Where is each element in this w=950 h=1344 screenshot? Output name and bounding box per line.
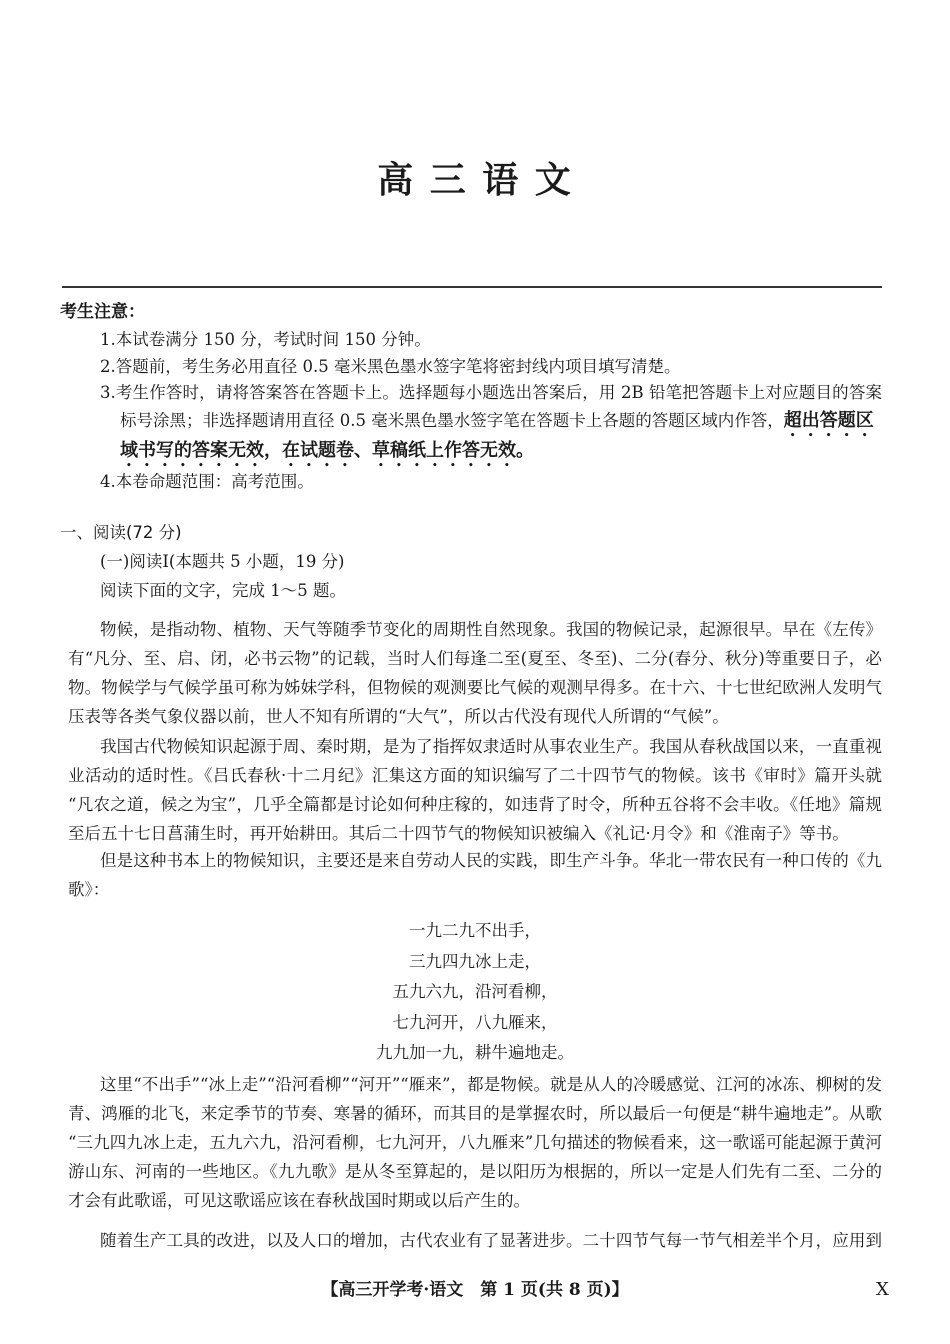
paragraph-5-line: 随着生产工具的改进，以及人口的增加，古代农业有了显著进步。二十四节气每一节气相差半个月，应用到 [100,1231,882,1250]
paragraph-3-line: 但是这种书本上的物候知识，主要还是来自劳动人民的实践，即生产斗争。华北一带农民有一种口传的《九 [100,851,882,870]
poem-line: 五九六九，沿河看柳， [392,982,558,1001]
notice-item-2: 2.答题前，考生务必用直径 0.5 毫米黑色墨水签字笔将密封线内项目填写清楚。 [100,357,681,376]
poem-line: 一九二九不出手， [409,921,541,940]
paragraph-1-line: 物候，是指动物、植物、天气等随季节变化的周期性自然现象。我国的物候记录，起源很早。早在《左传》 [100,620,882,639]
paragraph-2-line: 至后五十七日菖蒲生时，再开始耕田。其后二十四节气的物候知识被编入《礼记·月令》和《淮南子》等书。 [68,824,849,843]
poem-line: 九九加一九，耕牛遍地走。 [376,1043,574,1062]
footer-page-label: 【高三开学考·语文 第 1 页(共 8 页)】 [321,1280,629,1300]
page-title: 高 三 语 文 [377,159,573,201]
notice-bold-warning-cont: 域书写的答案无效，在试题卷、草稿纸上作答无效。 [120,440,534,461]
poem-line: 七九河开，八九雁来， [392,1012,558,1032]
paragraph-2-line: “凡农之道，候之为宝”，几乎全篇都是讨论如何种庄稼的，如违背了时令，所种五谷将不会丰收。《任地》篇规 [68,795,882,814]
paragraph-3-line: 歌》： [68,880,110,899]
instruction: 阅读下面的文字，完成 1～5 题。 [100,581,346,600]
footer-mark: X [876,1279,889,1300]
notice-bold-warning: 超出答题区 [783,410,874,431]
section-heading: 一、阅读(72 分) [60,523,182,542]
subsection-heading: (一)阅读Ⅰ(本题共 5 小题，19 分) [100,552,345,571]
paragraph-1-line: 压表等各类气象仪器以前，世人不知有所谓的“大气”，所以古代没有现代人所谓的“气候”。 [68,707,729,726]
paragraph-1-line: 物。物候学与气候学虽可称为姊妹学科，但物候的观测要比气候的观测早得多。在十六、十七世纪欧洲人发明气 [68,678,882,697]
paragraph-4-line: 这里“不出手”“冰上走”“沿河看柳”“河开”“雁来”，都是物候。就是从人的冷暖感觉、江河的冰冻、柳树的发 [100,1075,882,1094]
notice-item-4: 4.本卷命题范围：高考范围。 [100,472,314,491]
paragraph-4-line: 游山东、河南的一些地区。《九九歌》是从冬至算起的，是以阳历为根据的，所以一定是人们先有二至、二分的 [68,1162,882,1181]
paragraph-4-line: “三九四九冰上走，五九六九，沿河看柳，七九河开，八九雁来”几句描述的物候看来，这一歌谣可能起源于黄河 [68,1133,882,1152]
notice-item-1: 1.本试卷满分 150 分，考试时间 150 分钟。 [100,330,431,349]
notice-heading: 考生注意： [60,302,145,322]
notice-item-3: 3.考生作答时，请将答案答在答题卡上。选择题每小题选出答案后，用 2B 铅笔把答题卡上对应题目的答案 [100,383,882,402]
paragraph-4-line: 青、鸿雁的北飞，来定季节的节奏、寒暑的循环，而其目的是掌握农时，所以最后一句便是“耕牛遍地走”。从歌 [68,1104,882,1123]
header-divider [62,286,882,288]
notice-item-3-cont [120,410,882,441]
paragraph-4-line: 才会有此歌谣，可见这歌谣应该在春秋战国时期或以后产生的。 [68,1191,530,1210]
paragraph-2-line: 我国古代物候知识起源于周、秦时期，是为了指挥奴隶适时从事农业生产。我国从春秋战国以来，一直重视 [100,737,882,756]
paragraph-1-line: 有“凡分、至、启、闭，必书云物”的记载，当时人们每逢二至(夏至、冬至)、二分(春分、秋分)等重要日子，必 [68,649,882,668]
poem-line: 三九四九冰上走， [409,951,541,971]
notice-text: 标号涂黑；非选择题请用直径 0.5 毫米黑色墨水签字笔在答题卡上各题的答题区域内作答， [120,411,784,430]
paragraph-2-line: 业活动的适时性。《吕氏春秋·十二月纪》汇集这方面的知识编写了二十四节气的物候。该书《审时》篇开头就 [68,766,882,785]
